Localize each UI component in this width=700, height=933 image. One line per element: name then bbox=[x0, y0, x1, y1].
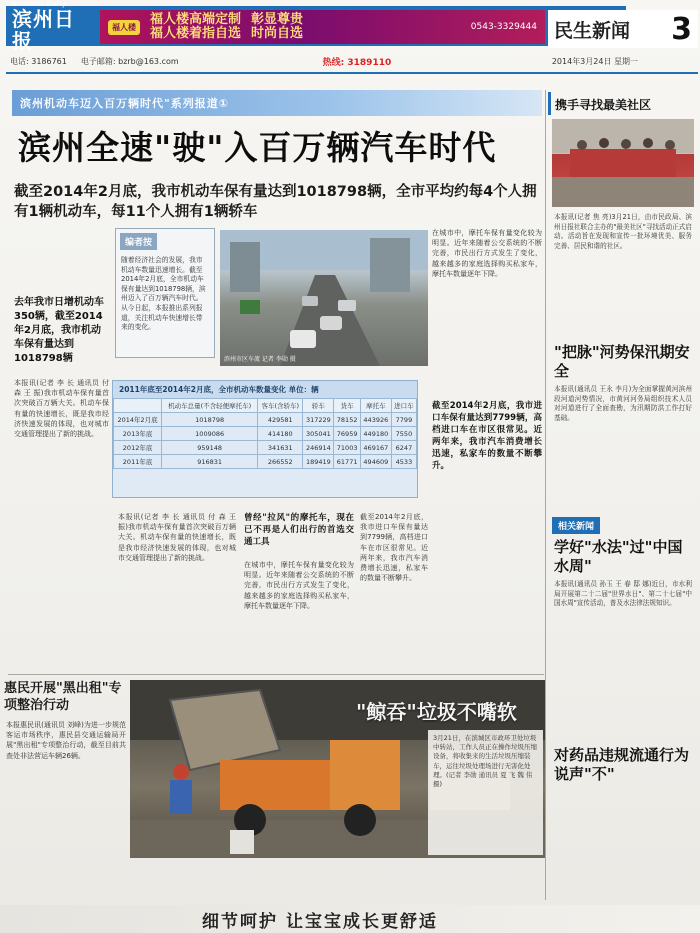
newspaper-logo bbox=[6, 0, 92, 52]
ad-line-2: 福人楼着指自选 bbox=[150, 26, 242, 41]
table-cell: 305041 bbox=[303, 427, 334, 441]
table-cell: 266552 bbox=[258, 455, 303, 469]
editor-note-label: 编者按 bbox=[120, 233, 157, 250]
logo-chinese: 滨州日报 bbox=[12, 7, 75, 53]
photo-caption: 滨州市区车流 记者 李勋 摄 bbox=[224, 356, 296, 363]
taxi-headline: 惠民开展"黑出租"专项整治行动 bbox=[4, 681, 122, 713]
table-cell: 61771 bbox=[334, 455, 360, 469]
table-header-row bbox=[114, 399, 417, 413]
community-body: 本报讯(记者 焦 亮)3月21日，由市民政局、滨州日报社联合主办的"最美社区"寻找活动正式启动。活动旨在发现和宣传一批环境优美、服务完善、居民和谐的社区。 bbox=[554, 213, 692, 250]
stats-grid bbox=[113, 398, 417, 469]
column-divider bbox=[545, 90, 546, 900]
section-name: 民生新闻 bbox=[554, 19, 631, 42]
drug-headline: 对药品违规流通行为说声"不" bbox=[554, 746, 690, 783]
table-cell: 494609 bbox=[360, 455, 391, 469]
water-law-headline: 学好"水法"过"中国水周" bbox=[554, 538, 683, 575]
logo-english: Binzhou Daily bbox=[12, 0, 67, 8]
lead-body-col3a: 在城市中，摩托车保有量变化较为明显。近年来随着公交系统的不断完善，市民出行方式发生了变化，越来越多的家庭选择购买私家车，摩托车数量逐年下降。 bbox=[432, 229, 542, 278]
editor-note-body: 随着经济社会的发展，我市机动车数量迅速增长。截至2014年2月底，全市机动车保有量达到1018798辆，滨州迈入了百万辆汽车时代。从今日起，本报推出系列报道，关注机动车快速增长带来的变化。 bbox=[121, 256, 206, 332]
table-title: 2011年底至2014年2月底，全市机动车数量变化 单位：辆 bbox=[113, 381, 417, 398]
series-banner: 滨州机动车迈入百万辆时代"系列报道① bbox=[12, 90, 542, 116]
editor-note-box bbox=[115, 228, 215, 358]
ad-line-1: 福人楼高端定制 bbox=[150, 12, 242, 27]
table-cell: 2014年2月底 bbox=[114, 413, 162, 427]
issue-date: 2014年3月24日 星期一 bbox=[551, 56, 638, 66]
section-header bbox=[548, 10, 698, 48]
bottom-banner bbox=[0, 905, 700, 933]
info-strip bbox=[6, 50, 698, 74]
table-row bbox=[114, 441, 417, 455]
garbage-caption: 3月21日，在滨城区市政环卫处垃圾中转站，工作人员正在操作垃圾压缩设备，将收集来的生活垃圾压缩装车，运往垃圾处理场进行无害化处理。(记者 李勋 通讯员 夏 飞 魏 伟 摄) bbox=[428, 730, 543, 855]
motorcycle-body: 在城市中，摩托车保有量变化较为明显。近年来随着公交系统的不断完善，市民出行方式发生了变化，越来越多的家庭选择购买私家车，摩托车数量逐年下降。 bbox=[244, 561, 354, 610]
table-cell: 2011年底 bbox=[114, 455, 162, 469]
table-cell: 7799 bbox=[391, 413, 416, 427]
page-number: 3 bbox=[671, 11, 692, 47]
table-row bbox=[114, 455, 417, 469]
bottom-headline: 细节呵护 让宝宝成长更舒适 bbox=[202, 911, 438, 932]
table-cell: 916831 bbox=[162, 455, 258, 469]
table-header-cell: 机动车总量(不含轻便摩托车) bbox=[162, 399, 258, 413]
table-cell: 6247 bbox=[391, 441, 416, 455]
table-cell: 78152 bbox=[334, 413, 360, 427]
table-header-cell: 客车(含轿车) bbox=[258, 399, 303, 413]
table-cell: 246914 bbox=[303, 441, 334, 455]
taxi-body: 本报惠民讯(通讯员 刘峰)为进一步规范客运市场秩序，惠民县交通运输局开展"黑出租"专项整治行动，截至目前共查处非法营运车辆26辆。 bbox=[6, 721, 126, 760]
contact-email: 电子邮箱: bzrb@163.com bbox=[80, 56, 179, 66]
table-cell: 414180 bbox=[258, 427, 303, 441]
table-cell: 71003 bbox=[334, 441, 360, 455]
table-cell: 317229 bbox=[303, 413, 334, 427]
motorcycle-subhead: 曾经"拉风"的摩托车，现在已不再是人们出行的首选交通工具 bbox=[244, 513, 354, 547]
table-cell: 341631 bbox=[258, 441, 303, 455]
lead-body-col2: 本报讯(记者 李 长 通讯员 付 森 王 振)我市机动车保有量首次突破百万辆大关。机动车保有量的快速增长，既是我市经济快速发展的体现，也对城市交通管理提出了新的挑战。 bbox=[118, 513, 236, 562]
river-body: 本报讯(通讯员 王永 李月)为全面掌握黄河滨州段河道河势情况，市黄河河务局组织技术人员对河道进行了全面查勘，为汛期防洪工作打好基础。 bbox=[554, 385, 692, 422]
lead-body-col2b: 截至2014年2月底，我市进口车保有量达到7799辆，高档进口车在市区很常见。近两年来，我市汽车消费增长迅速，私家车的数量不断攀升。 bbox=[360, 513, 428, 583]
table-header-cell: 货车 bbox=[334, 399, 360, 413]
table-cell: 449180 bbox=[360, 427, 391, 441]
table-cell: 2012年底 bbox=[114, 441, 162, 455]
table-header-cell: 轿车 bbox=[303, 399, 334, 413]
table-cell: 469167 bbox=[360, 441, 391, 455]
table-cell: 189419 bbox=[303, 455, 334, 469]
street-traffic-photo bbox=[220, 230, 428, 366]
table-header-cell: 摩托车 bbox=[360, 399, 391, 413]
lead-headline: 滨州全速"驶"入百万辆汽车时代 bbox=[18, 128, 497, 167]
table-header-cell bbox=[114, 399, 162, 413]
lead-body-col1: 本报讯(记者 李 长 通讯员 付 森 王 振)我市机动车保有量首次突破百万辆大关。机动车保有量的快速增长，既是我市经济快速发展的体现，也对城市交通管理提出了新的挑战。 bbox=[14, 379, 109, 439]
lead-body-col3b: 截至2014年2月底，我市进口车保有量达到7799辆，高档进口车在市区很常见。近两年来，我市汽车消费增长迅速，私家车的数量不断攀升。 bbox=[432, 401, 542, 471]
table-cell: 7550 bbox=[391, 427, 416, 441]
top-advertisement bbox=[100, 10, 545, 44]
related-news-tag: 相关新闻 bbox=[552, 517, 600, 534]
hotline: 热线: 3189110 bbox=[322, 57, 392, 68]
ad-brand-chip: 福人楼 bbox=[108, 20, 140, 35]
community-photo bbox=[552, 119, 694, 207]
table-row bbox=[114, 413, 417, 427]
street-traffic-graphic bbox=[220, 230, 428, 366]
pull-quote: 去年我市日增机动车350辆，截至2014年2月底，我市机动车保有量达到1018798辆 bbox=[14, 297, 104, 364]
section-divider bbox=[8, 674, 544, 675]
community-photo-graphic bbox=[552, 119, 694, 207]
table-cell: 2013年底 bbox=[114, 427, 162, 441]
right-news-column bbox=[548, 92, 698, 933]
table-cell: 76959 bbox=[334, 427, 360, 441]
table-cell: 1018798 bbox=[162, 413, 258, 427]
table-cell: 1009086 bbox=[162, 427, 258, 441]
table-header-cell: 进口车 bbox=[391, 399, 416, 413]
ad-phone: 0543-3329444 bbox=[470, 22, 537, 32]
table-cell: 4533 bbox=[391, 455, 416, 469]
lead-subhead: 截至2014年2月底，我市机动车保有量达到1018798辆，全市平均约每4个人拥有1辆机动车，每11个人拥有1辆轿车 bbox=[14, 184, 537, 220]
table-cell: 429581 bbox=[258, 413, 303, 427]
water-law-body: 本报讯(通讯员 孙玉 王 春 邸 娜)近日，市水利局开展第二十二届"世界水日"、第二十七届"中国水周"宣传活动，普及水法律法规知识。 bbox=[554, 580, 692, 608]
river-headline: "把脉"河势保汛期安全 bbox=[554, 343, 690, 380]
garbage-headline: "鲸吞"垃圾不嘴软 bbox=[356, 700, 517, 724]
table-row bbox=[114, 427, 417, 441]
contact-phone: 电话: 3186761 bbox=[10, 56, 67, 66]
ad-line-3: 彰显尊贵 bbox=[251, 12, 304, 27]
ad-line-4: 时尚自选 bbox=[251, 26, 304, 41]
table-cell: 443926 bbox=[360, 413, 391, 427]
table-cell: 959148 bbox=[162, 441, 258, 455]
vehicle-stats-table bbox=[112, 380, 418, 498]
community-headline: 携手寻找最美社区 bbox=[548, 92, 698, 115]
